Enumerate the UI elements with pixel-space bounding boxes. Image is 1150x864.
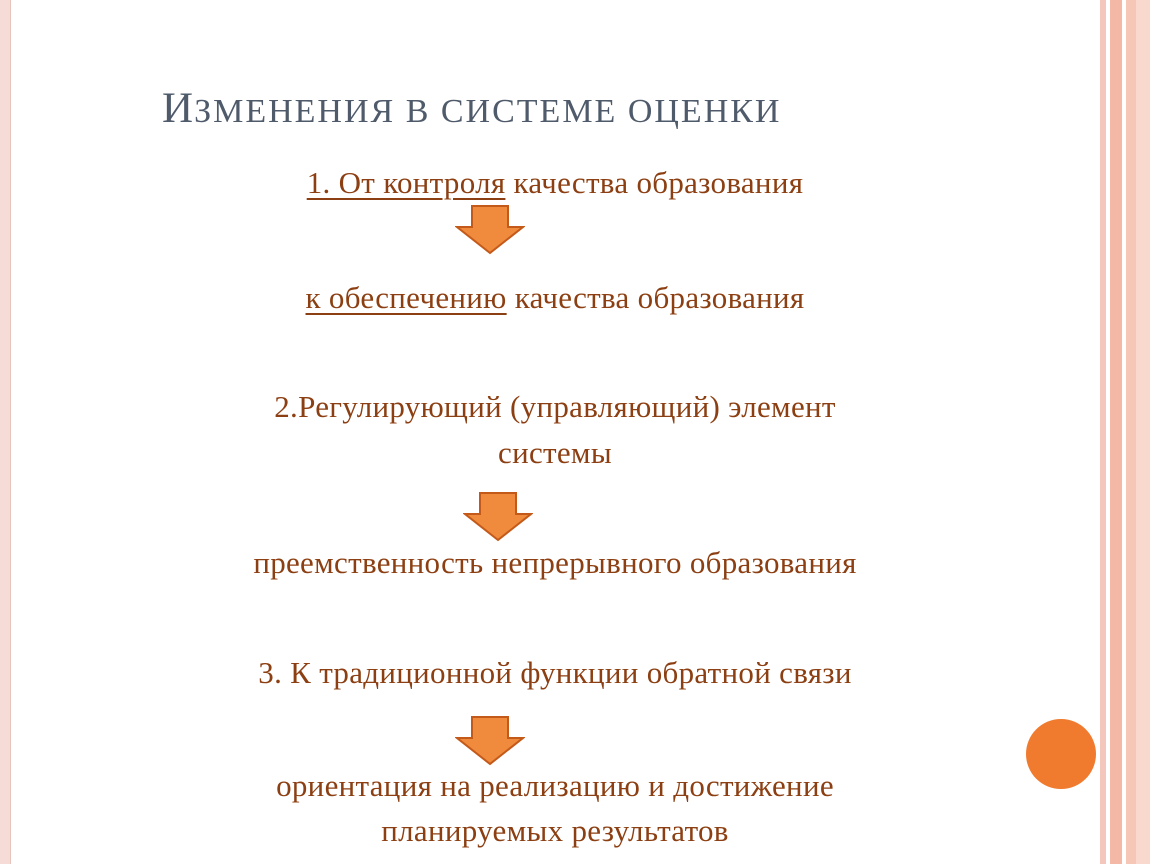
item3: 3. К традиционной функции обратной связи — [258, 655, 852, 690]
item2-line1: 2.Регулирующий (управляющий) элемент — [274, 389, 836, 424]
item3-result-line1: ориентация на реализацию и достижение — [276, 768, 834, 803]
item1-result-underlined: к обеспечению — [305, 280, 507, 315]
down-arrow-icon — [463, 492, 533, 542]
right-decorative-stripes — [1100, 0, 1150, 864]
item1-source — [10, 165, 1100, 201]
item1-underlined: 1. От контроля — [306, 165, 506, 200]
down-arrow-icon — [455, 205, 525, 255]
slide-title — [162, 84, 962, 133]
item1-rest: качества образования — [505, 165, 804, 200]
circle-decoration — [1026, 719, 1096, 789]
title-first-letter: И — [162, 85, 195, 132]
item1-result — [10, 280, 1100, 316]
item3-result-line2: планируемых результатов — [381, 813, 729, 848]
item2-line2: системы — [498, 435, 612, 470]
title-rest: ЗМЕНЕНИЯ В СИСТЕМЕ ОЦЕНКИ — [194, 93, 782, 130]
item2-result: преемственность непрерывного образования — [253, 545, 857, 580]
item1-result-rest: качества образования — [506, 280, 805, 315]
down-arrow-icon — [455, 716, 525, 766]
